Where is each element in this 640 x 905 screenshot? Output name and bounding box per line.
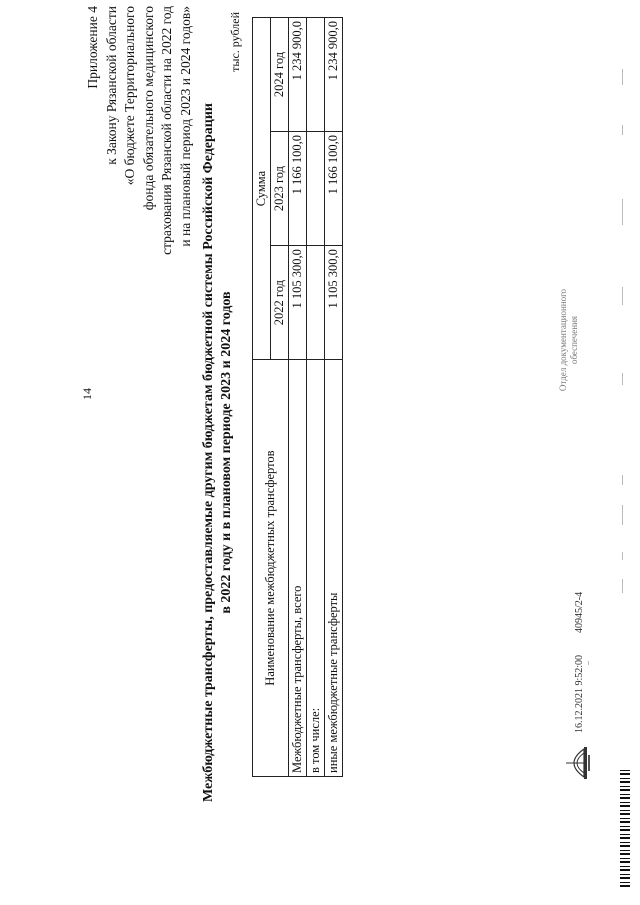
title-line: в 2022 году и в плановом периоде 2023 и 2024 годов [219, 291, 234, 614]
header-year: 2024 год [271, 18, 289, 132]
row-value: 1 234 900,0 [325, 18, 343, 132]
page-number: 14 [80, 388, 94, 400]
row-value: 1 105 300,0 [289, 246, 307, 360]
row-name: Межбюджетные трансферты, всего [289, 360, 307, 777]
title-line: Межбюджетные трансферты, предоставляемые другим бюджетам бюджетной системы Российской Федерации [201, 103, 216, 802]
footer-date: 16.12.2021 9:52:00 [574, 654, 585, 733]
appendix-line: страхования Рязанской области на 2022 год [159, 6, 174, 255]
row-value: 1 234 900,0 [289, 18, 307, 132]
header-year: 2023 год [271, 132, 289, 246]
row-value: 1 166 100,0 [325, 132, 343, 246]
row-value: 1 166 100,0 [289, 132, 307, 246]
row-value: 1 105 300,0 [325, 246, 343, 360]
units-label: тыс. рублей [228, 12, 242, 72]
row-name: в том числе: [307, 360, 325, 777]
header-sum: Сумма [253, 18, 271, 360]
appendix-line: фонда обязательного медицинского [140, 6, 156, 211]
footer-reg-number: 40945/2-4 [574, 591, 585, 633]
appendix-line: Приложение 4 [85, 6, 100, 89]
appendix-line: «О бюджете Территориального [122, 6, 137, 186]
header-year: 2022 год [271, 246, 289, 360]
footer-dept: Отдел документационного обеспечения [558, 288, 579, 392]
appendix-line: к Закону Рязанской области [103, 6, 119, 165]
appendix-line: и на плановый период 2023 и 2024 годов» [177, 6, 193, 247]
header-name: Наименование межбюджетных трансфертов [253, 360, 289, 777]
row-name: иные межбюджетные трансферты [325, 360, 343, 777]
